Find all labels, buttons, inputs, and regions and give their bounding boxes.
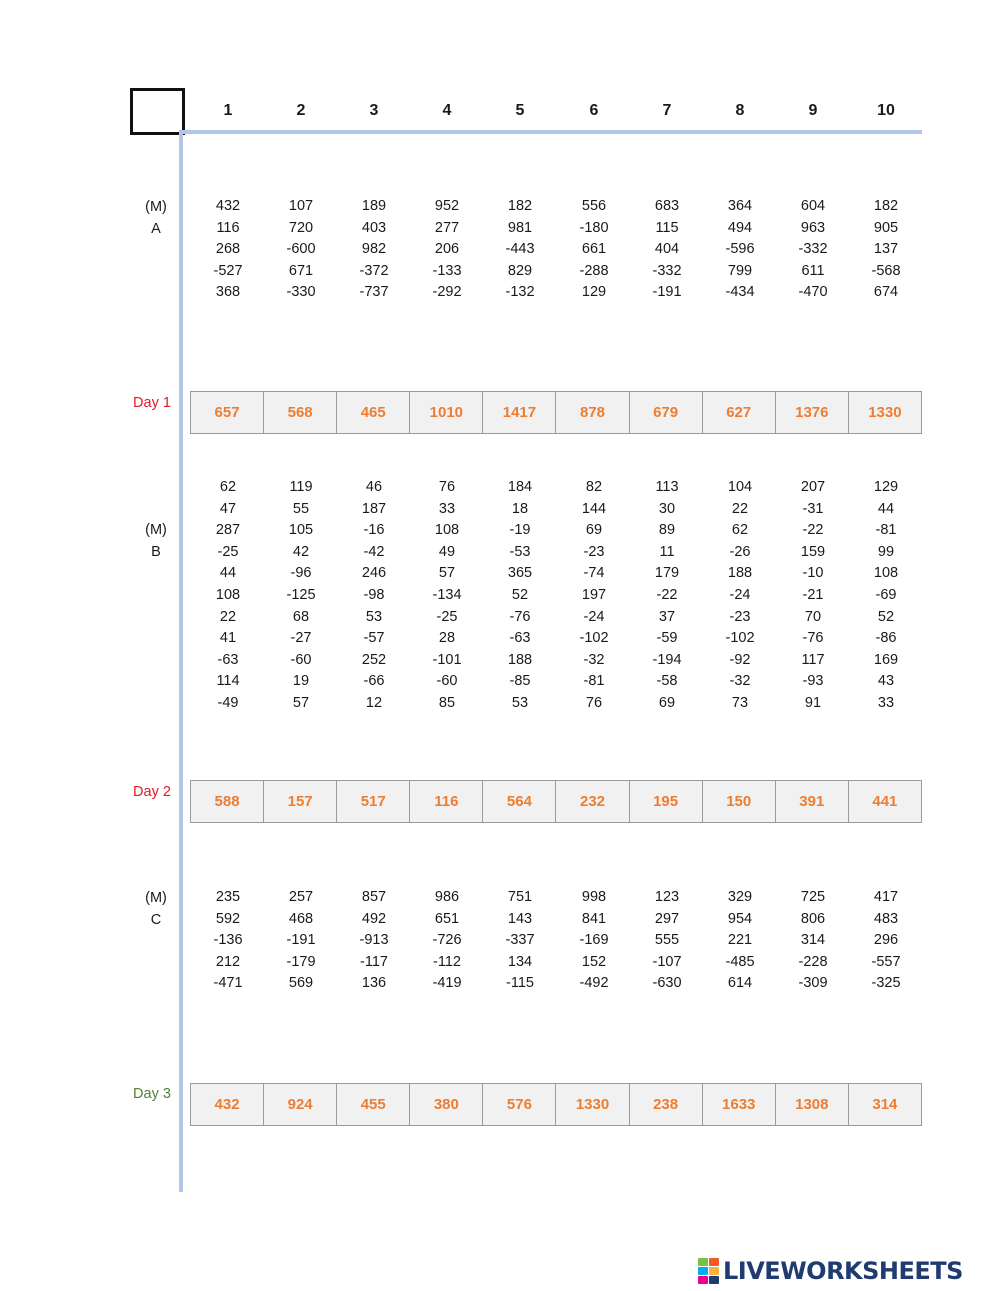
number-cell: 182: [873, 198, 899, 214]
number-cell: 114: [216, 673, 240, 690]
section-a-numbers: [0, 196, 1000, 304]
number-cell: 432: [215, 198, 241, 214]
number-cell: -557: [871, 953, 901, 970]
answer-cell[interactable]: 1376: [776, 392, 849, 433]
number-cell: 182: [507, 198, 533, 214]
number-cell: -24: [583, 608, 605, 625]
number-cell: -81: [583, 673, 605, 690]
number-cell: -630: [652, 975, 682, 992]
number-row: [0, 952, 1000, 974]
answer-cell[interactable]: 1633: [703, 1084, 776, 1125]
number-cell: 296: [873, 932, 899, 949]
number-cell: 108: [434, 522, 460, 539]
number-cell: 364: [727, 198, 753, 214]
answer-cell[interactable]: 116: [410, 781, 483, 822]
number-cell: 57: [292, 694, 310, 711]
number-cell: 592: [215, 910, 241, 927]
number-cell: 188: [727, 565, 753, 582]
number-cell: 751: [507, 889, 533, 905]
answer-cell[interactable]: 232: [556, 781, 629, 822]
number-cell: -191: [652, 284, 682, 301]
number-cell: -332: [798, 241, 828, 258]
number-cell: -22: [656, 586, 678, 603]
answer-cell[interactable]: 657: [191, 392, 264, 433]
number-cell: 119: [289, 479, 313, 495]
number-cell: 105: [288, 522, 314, 539]
number-cell: 42: [292, 543, 310, 560]
number-cell: 57: [438, 565, 456, 582]
number-cell: 52: [511, 586, 529, 603]
number-cell: 954: [727, 910, 753, 927]
number-cell: 569: [288, 975, 314, 992]
number-cell: 12: [365, 694, 383, 711]
answer-cell[interactable]: 1330: [556, 1084, 629, 1125]
number-cell: 53: [365, 608, 383, 625]
number-cell: 982: [361, 241, 387, 258]
answer-cell[interactable]: 441: [849, 781, 921, 822]
number-cell: -16: [363, 522, 385, 539]
answer-cell[interactable]: 157: [264, 781, 337, 822]
number-row: [0, 218, 1000, 240]
number-cell: -372: [359, 262, 389, 279]
answer-cell[interactable]: 878: [556, 392, 629, 433]
number-cell: -107: [652, 953, 682, 970]
number-cell: -568: [871, 262, 901, 279]
number-cell: -32: [729, 673, 751, 690]
number-cell: 720: [288, 219, 314, 236]
day-2-label: Day 2: [133, 784, 171, 800]
day-2-answer-row: [190, 780, 922, 823]
number-cell: -179: [286, 953, 316, 970]
number-cell: 841: [581, 910, 607, 927]
column-header: 5: [515, 102, 525, 119]
answer-cell[interactable]: 465: [337, 392, 410, 433]
number-cell: -101: [432, 651, 462, 668]
number-cell: -66: [363, 673, 385, 690]
answer-cell[interactable]: 195: [630, 781, 703, 822]
number-cell: -31: [802, 500, 824, 517]
number-cell: -21: [802, 586, 824, 603]
number-row: [0, 196, 1000, 218]
number-cell: -194: [652, 651, 682, 668]
liveworksheets-logo-icon: [698, 1258, 720, 1284]
number-cell: -102: [725, 630, 755, 647]
day-1-label: Day 1: [133, 395, 171, 411]
number-cell: 287: [215, 522, 241, 539]
number-cell: -49: [217, 694, 239, 711]
header-rule: [182, 130, 922, 134]
number-cell: 82: [585, 479, 603, 495]
number-cell: 246: [361, 565, 387, 582]
number-cell: 136: [361, 975, 387, 992]
number-cell: 116: [216, 219, 240, 236]
number-cell: 70: [804, 608, 822, 625]
number-cell: -19: [509, 522, 531, 539]
section-c-label-line1: (M): [145, 890, 167, 906]
number-cell: -85: [509, 673, 531, 690]
number-cell: 998: [581, 889, 607, 905]
answer-cell[interactable]: 568: [264, 392, 337, 433]
number-cell: -25: [217, 543, 239, 560]
number-cell: -726: [432, 932, 462, 949]
number-cell: -471: [213, 975, 243, 992]
number-cell: -26: [729, 543, 751, 560]
number-row: [0, 239, 1000, 261]
number-cell: -76: [802, 630, 824, 647]
number-cell: -58: [656, 673, 678, 690]
number-cell: -92: [729, 651, 751, 668]
number-cell: 235: [215, 889, 241, 905]
column-header: 7: [662, 102, 672, 119]
number-cell: -81: [875, 522, 897, 539]
number-cell: 129: [581, 284, 607, 301]
number-cell: -115: [506, 975, 534, 992]
number-cell: 30: [658, 500, 676, 517]
section-c-numbers: [0, 887, 1000, 995]
number-cell: 221: [727, 932, 753, 949]
number-cell: -10: [802, 565, 824, 582]
answer-cell[interactable]: 1417: [483, 392, 556, 433]
number-cell: 144: [581, 500, 607, 517]
answer-cell[interactable]: 924: [264, 1084, 337, 1125]
number-cell: 44: [877, 500, 895, 517]
number-cell: -180: [579, 219, 609, 236]
number-cell: 257: [288, 889, 314, 905]
number-cell: 277: [434, 219, 460, 236]
number-cell: -737: [359, 284, 389, 301]
day-1-answer-row: [190, 391, 922, 434]
section-a-label-line2: A: [151, 220, 161, 237]
number-cell: 604: [800, 198, 826, 214]
number-cell: 33: [877, 694, 895, 711]
section-b-numbers: [0, 477, 1000, 715]
number-cell: -596: [725, 241, 755, 258]
number-cell: 986: [434, 889, 460, 905]
answer-cell[interactable]: 432: [191, 1084, 264, 1125]
number-cell: 651: [434, 910, 460, 927]
number-cell: -23: [729, 608, 751, 625]
answer-cell[interactable]: 564: [483, 781, 556, 822]
number-cell: 152: [581, 953, 607, 970]
logo-text: LIVEWORKSHEETS: [723, 1257, 963, 1285]
number-row: [0, 973, 1000, 995]
number-cell: -25: [436, 608, 458, 625]
column-header: 10: [877, 102, 895, 119]
number-cell: 99: [877, 543, 895, 560]
number-cell: 368: [215, 284, 241, 301]
number-cell: 69: [658, 694, 676, 711]
number-cell: -27: [290, 630, 312, 647]
column-header: 9: [808, 102, 818, 119]
number-cell: -470: [798, 284, 828, 301]
answer-cell[interactable]: 1010: [410, 392, 483, 433]
number-cell: 62: [731, 522, 749, 539]
answer-cell[interactable]: 517: [337, 781, 410, 822]
section-a-label-line1: (M): [145, 199, 167, 215]
section-b-label-line2: B: [151, 543, 161, 560]
number-row: [0, 477, 1000, 499]
number-cell: 68: [292, 608, 310, 625]
column-header: 6: [589, 102, 599, 119]
number-cell: 44: [219, 565, 237, 582]
number-cell: 108: [215, 586, 241, 603]
number-cell: 404: [654, 241, 680, 258]
number-row: [0, 499, 1000, 521]
number-cell: 314: [800, 932, 826, 949]
number-cell: -102: [579, 630, 609, 647]
number-cell: 85: [438, 694, 456, 711]
number-cell: -76: [509, 608, 531, 625]
number-row: [0, 887, 1000, 909]
number-cell: 188: [507, 651, 533, 668]
number-row: [0, 930, 1000, 952]
number-cell: 556: [581, 198, 607, 214]
number-cell: 123: [654, 889, 680, 905]
number-cell: 18: [511, 500, 529, 517]
number-cell: 963: [800, 219, 826, 236]
number-cell: 365: [507, 565, 533, 582]
number-cell: -134: [432, 586, 462, 603]
number-cell: 69: [585, 522, 603, 539]
number-cell: 403: [361, 219, 387, 236]
number-cell: -309: [798, 975, 828, 992]
liveworksheets-logo: [698, 1256, 963, 1286]
number-cell: -112: [433, 953, 461, 970]
number-cell: 104: [727, 479, 753, 495]
number-cell: -53: [509, 543, 531, 560]
number-cell: 28: [438, 630, 456, 647]
number-cell: -96: [290, 565, 312, 582]
number-cell: 11: [659, 543, 675, 560]
number-cell: -292: [432, 284, 462, 301]
number-cell: 22: [731, 500, 749, 517]
number-cell: 483: [873, 910, 899, 927]
number-cell: -913: [359, 932, 389, 949]
number-cell: 137: [873, 241, 899, 258]
number-cell: 981: [507, 219, 533, 236]
number-cell: -419: [432, 975, 462, 992]
column-headers: [0, 98, 1000, 124]
number-cell: -288: [579, 262, 609, 279]
answer-cell[interactable]: 455: [337, 1084, 410, 1125]
number-row: [0, 628, 1000, 650]
number-cell: 89: [658, 522, 676, 539]
number-cell: 829: [507, 262, 533, 279]
number-cell: -60: [436, 673, 458, 690]
number-cell: 115: [655, 219, 679, 236]
number-cell: 252: [361, 651, 387, 668]
number-cell: -57: [363, 630, 385, 647]
number-cell: 22: [219, 608, 237, 625]
number-cell: 129: [873, 479, 899, 495]
number-cell: 76: [438, 479, 456, 495]
answer-cell[interactable]: 380: [410, 1084, 483, 1125]
answer-cell[interactable]: 576: [483, 1084, 556, 1125]
number-cell: 113: [655, 479, 679, 495]
number-cell: 143: [507, 910, 533, 927]
number-cell: 189: [361, 198, 387, 214]
number-cell: 184: [507, 479, 533, 495]
number-cell: -330: [286, 284, 316, 301]
number-cell: 73: [731, 694, 749, 711]
number-cell: -69: [875, 586, 897, 603]
number-row: [0, 650, 1000, 672]
number-cell: 611: [801, 262, 825, 279]
number-cell: 91: [804, 694, 822, 711]
number-cell: 494: [727, 219, 753, 236]
number-row: [0, 261, 1000, 283]
number-cell: 683: [654, 198, 680, 214]
number-cell: -169: [579, 932, 609, 949]
column-header: 8: [735, 102, 745, 119]
number-cell: -86: [875, 630, 897, 647]
number-cell: 555: [654, 932, 680, 949]
number-cell: 417: [873, 889, 899, 905]
answer-cell[interactable]: 238: [630, 1084, 703, 1125]
number-cell: -42: [363, 543, 385, 560]
number-cell: 55: [292, 500, 310, 517]
number-cell: -60: [290, 651, 312, 668]
number-cell: 661: [581, 241, 607, 258]
number-cell: 725: [800, 889, 826, 905]
number-cell: -228: [798, 953, 828, 970]
number-cell: 33: [438, 500, 456, 517]
number-cell: 108: [873, 565, 899, 582]
number-cell: 52: [877, 608, 895, 625]
number-cell: 134: [507, 953, 533, 970]
answer-cell[interactable]: 1308: [776, 1084, 849, 1125]
number-cell: -23: [583, 543, 605, 560]
number-cell: -443: [505, 241, 535, 258]
answer-cell[interactable]: 627: [703, 392, 776, 433]
number-cell: 329: [727, 889, 753, 905]
number-cell: -93: [802, 673, 824, 690]
number-row: [0, 671, 1000, 693]
number-cell: -332: [652, 262, 682, 279]
day-3-answer-row: [190, 1083, 922, 1126]
number-cell: 614: [727, 975, 753, 992]
number-row: [0, 585, 1000, 607]
number-cell: 206: [434, 241, 460, 258]
number-cell: 159: [800, 543, 826, 560]
number-cell: -32: [583, 651, 605, 668]
number-cell: -492: [579, 975, 609, 992]
number-cell: 37: [658, 608, 676, 625]
number-cell: 212: [215, 953, 241, 970]
number-cell: -132: [505, 284, 535, 301]
number-cell: 806: [800, 910, 826, 927]
number-cell: -63: [509, 630, 531, 647]
number-cell: 187: [361, 500, 387, 517]
number-cell: -24: [729, 586, 751, 603]
number-cell: 107: [288, 198, 314, 214]
number-cell: 62: [219, 479, 237, 495]
number-cell: -133: [432, 262, 462, 279]
answer-cell[interactable]: 1330: [849, 392, 921, 433]
number-cell: -325: [871, 975, 901, 992]
number-cell: -485: [725, 953, 755, 970]
number-cell: -63: [217, 651, 239, 668]
number-cell: -125: [286, 586, 316, 603]
number-row: [0, 563, 1000, 585]
number-cell: -22: [802, 522, 824, 539]
column-header: 4: [442, 102, 452, 119]
number-cell: -59: [656, 630, 678, 647]
number-cell: -191: [286, 932, 316, 949]
number-row: [0, 909, 1000, 931]
number-row: [0, 520, 1000, 542]
number-cell: 905: [873, 219, 899, 236]
number-cell: 297: [654, 910, 680, 927]
number-cell: 799: [727, 262, 753, 279]
answer-cell[interactable]: 588: [191, 781, 264, 822]
number-cell: -117: [360, 953, 388, 970]
number-cell: 468: [288, 910, 314, 927]
number-row: [0, 693, 1000, 715]
answer-cell[interactable]: 150: [703, 781, 776, 822]
column-header: 3: [369, 102, 379, 119]
number-cell: 857: [361, 889, 387, 905]
number-cell: -98: [363, 586, 385, 603]
number-cell: 492: [361, 910, 387, 927]
answer-cell[interactable]: 314: [849, 1084, 921, 1125]
number-cell: -337: [505, 932, 535, 949]
number-cell: 76: [585, 694, 603, 711]
number-cell: -136: [213, 932, 243, 949]
number-cell: 46: [365, 479, 383, 495]
number-cell: -600: [286, 241, 316, 258]
number-cell: 43: [877, 673, 895, 690]
number-cell: 671: [288, 262, 314, 279]
day-3-label: Day 3: [133, 1086, 171, 1102]
answer-cell[interactable]: 679: [630, 392, 703, 433]
number-cell: 207: [800, 479, 826, 495]
number-cell: 47: [219, 500, 237, 517]
section-b-label-line1: (M): [145, 522, 167, 538]
number-cell: 197: [581, 586, 607, 603]
number-row: [0, 542, 1000, 564]
number-cell: 179: [654, 565, 680, 582]
number-cell: 169: [873, 651, 899, 668]
number-cell: 41: [219, 630, 237, 647]
section-c-label-line2: C: [150, 911, 162, 928]
number-cell: 268: [215, 241, 241, 258]
number-cell: -434: [725, 284, 755, 301]
number-cell: 53: [511, 694, 529, 711]
column-header: 2: [296, 102, 306, 119]
number-row: [0, 607, 1000, 629]
number-cell: 49: [438, 543, 456, 560]
number-cell: 674: [873, 284, 899, 301]
number-cell: 117: [801, 651, 825, 668]
number-cell: -527: [213, 262, 243, 279]
number-cell: 952: [434, 198, 460, 214]
number-cell: -74: [583, 565, 605, 582]
column-header: 1: [223, 102, 233, 119]
number-row: [0, 282, 1000, 304]
number-cell: 19: [292, 673, 310, 690]
answer-cell[interactable]: 391: [776, 781, 849, 822]
